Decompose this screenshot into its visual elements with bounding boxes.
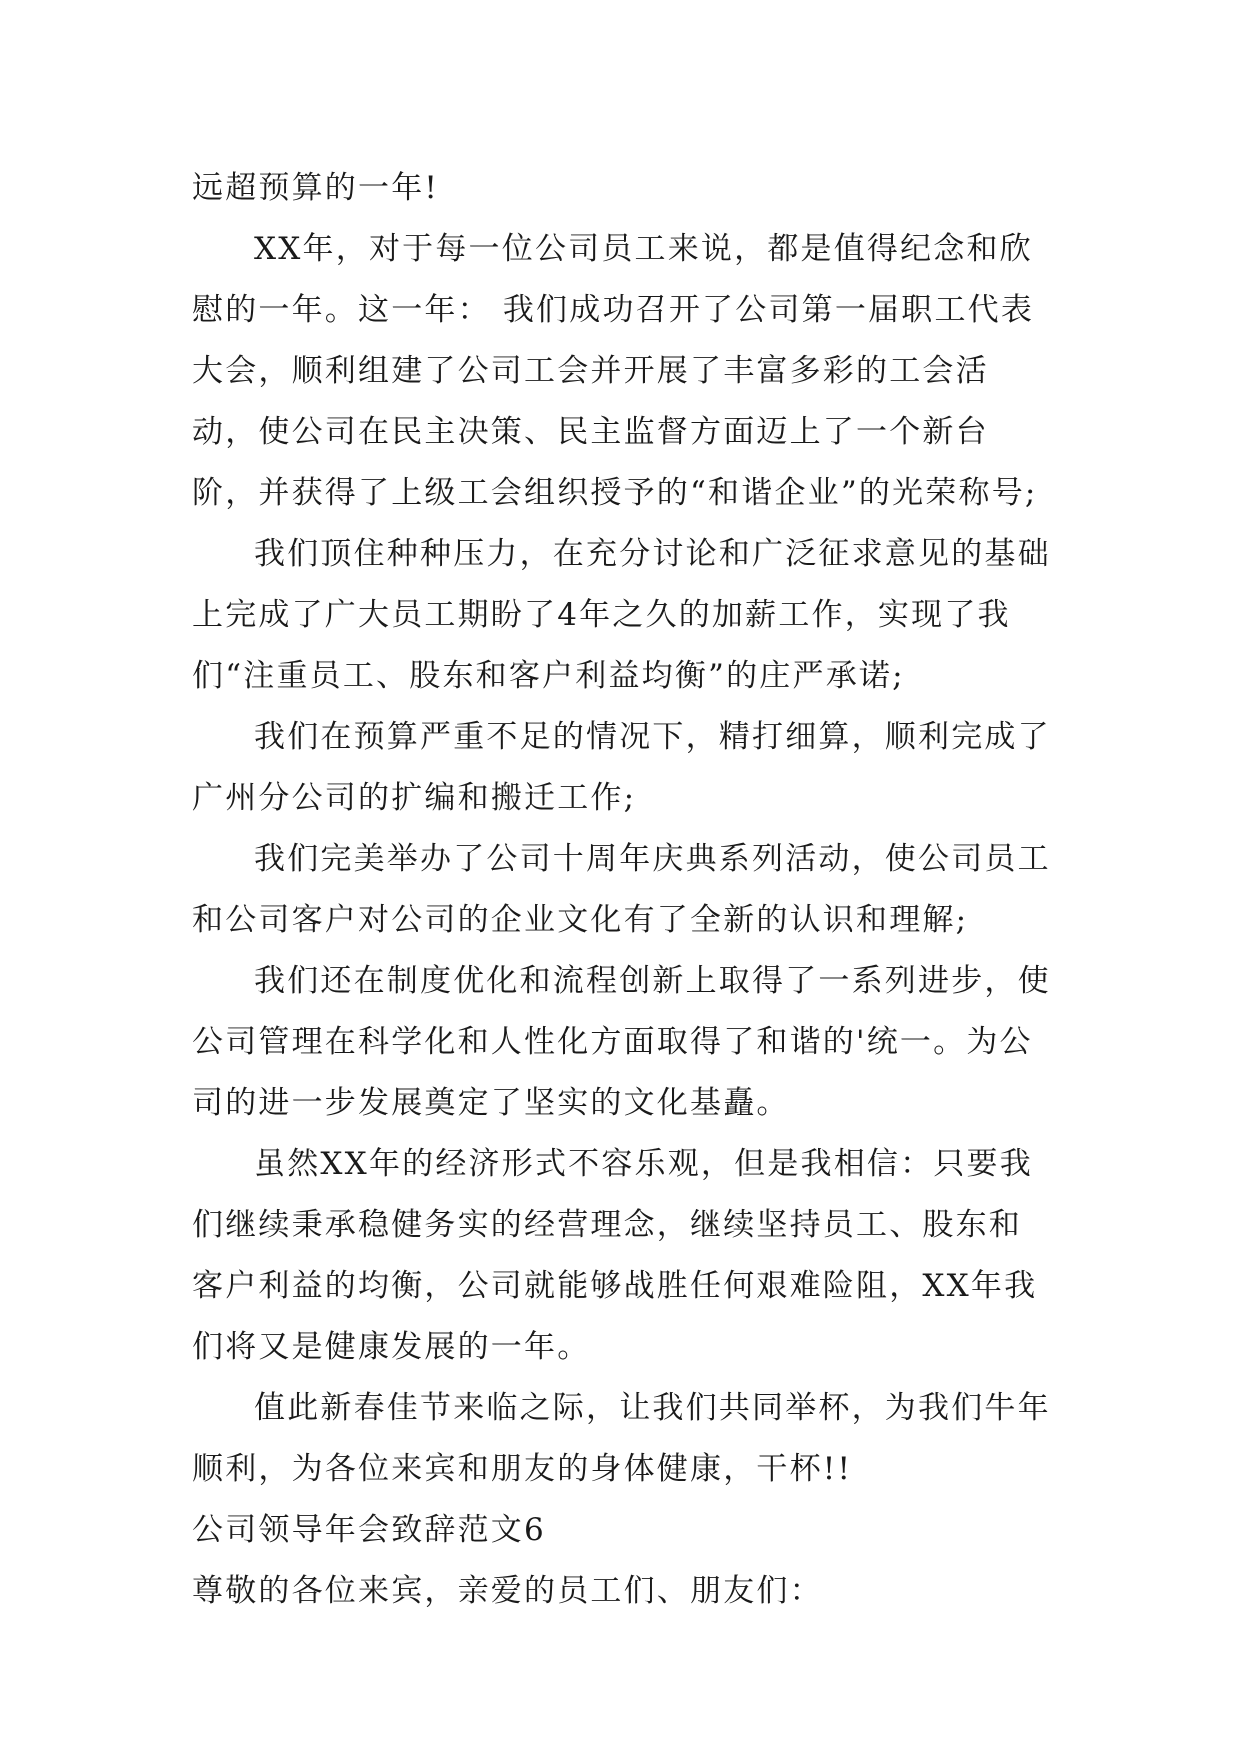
paragraph-continuation: 远超预算的一年! [192, 170, 440, 206]
paragraph-process-innovation: 我们还在制度优化和流程创新上取得了一系列进步，使公司管理在科学化和人性化方面取得了和谐的'统一。为公司的进一步发展奠定了坚实的文化基矗。 [192, 963, 1051, 1121]
paragraph-salary-increase: 我们顶住种种压力，在充分讨论和广泛征求意见的基础上完成了广大员工期盼了4年之久的加薪工作，实现了我们“注重员工、股东和客户利益均衡”的庄严承诺; [192, 536, 1051, 694]
section-heading: 公司领导年会致辞范文6 [192, 1512, 546, 1548]
paragraph-year-summary: XX年，对于每一位公司员工来说，都是值得纪念和欣慰的一年。这一年： 我们成功召开了公司第一届职工代表大会，顺利组建了公司工会并开展了丰富多彩的工会活动，使公司在民主决策、民主监督方面迈上了一个新台阶，并获得了上级工会组织授予的“和谐企业”的光荣称号; [192, 231, 1038, 511]
paragraph-toast: 值此新春佳节来临之际，让我们共同举杯，为我们牛年顺利，为各位来宾和朋友的身体健康，干杯!! [192, 1390, 1051, 1487]
document-body [192, 158, 1052, 1622]
salutation: 尊敬的各位来宾，亲爱的员工们、朋友们： [192, 1573, 823, 1609]
paragraph-outlook: 虽然XX年的经济形式不容乐观，但是我相信：只要我们继续秉承稳健务实的经营理念，继续坚持员工、股东和客户利益的均衡，公司就能够战胜任何艰难险阻，XX年我们将又是健康发展的一年。 [192, 1146, 1038, 1365]
paragraph-guangzhou-branch: 我们在预算严重不足的情况下，精打细算，顺利完成了广州分公司的扩编和搬迁工作; [192, 719, 1051, 816]
paragraph-anniversary: 我们完美举办了公司十周年庆典系列活动，使公司员工和公司客户对公司的企业文化有了全新的认识和理解; [192, 841, 1051, 938]
